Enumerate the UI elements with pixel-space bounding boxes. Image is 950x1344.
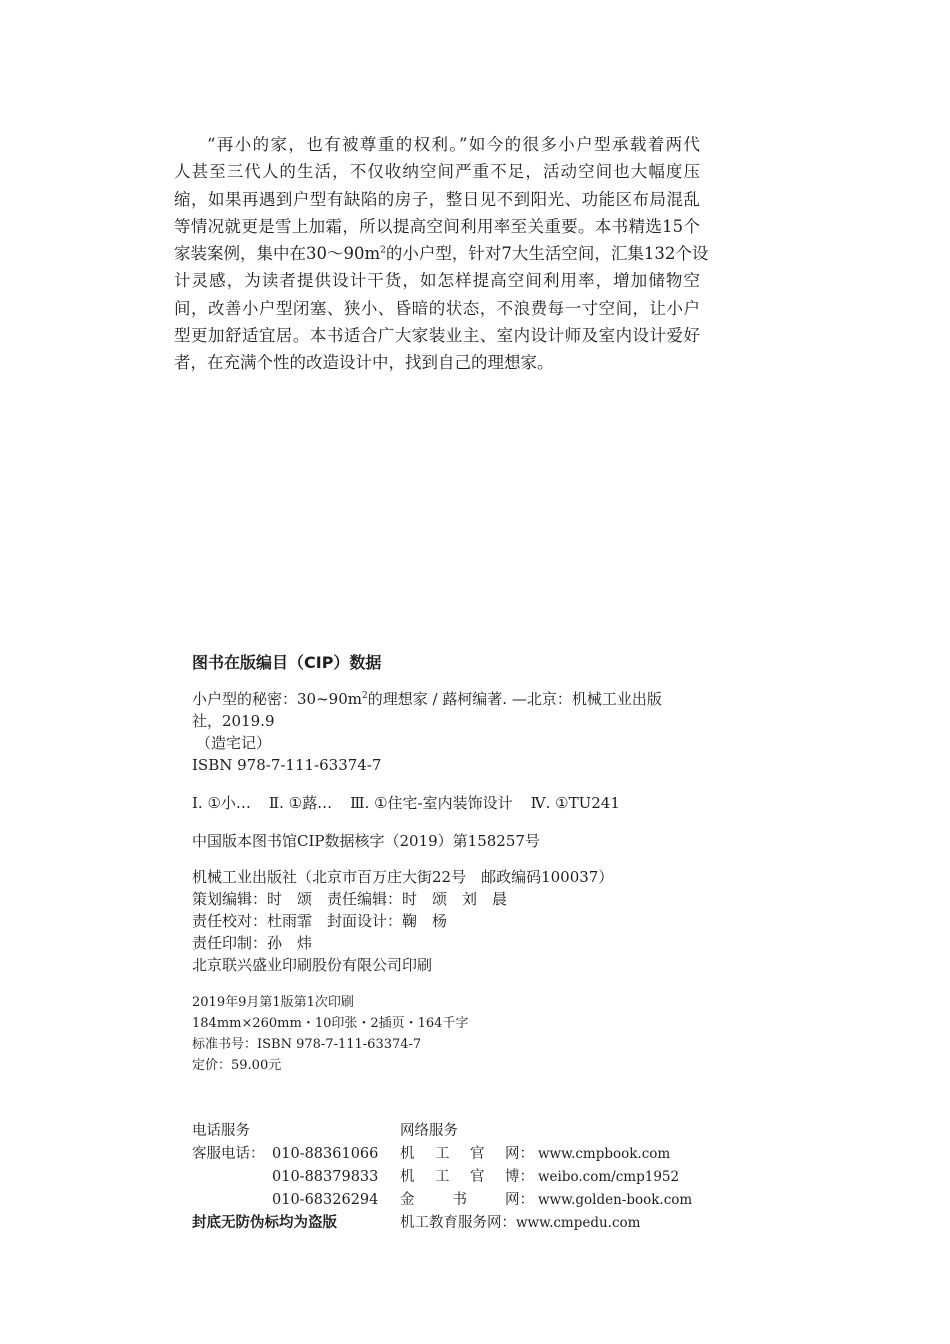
superscript: 2 bbox=[361, 691, 368, 701]
web-service-header: 网络服务 bbox=[400, 1123, 458, 1139]
description-line: 型更加舒适宜居。本书适合广大家装业主、室内设计师及室内设计爱好 bbox=[174, 326, 700, 346]
edu-service-link[interactable]: www.cmpedu.com bbox=[516, 1215, 641, 1231]
description-line: 计灵感，为读者提供设计干货，如怎样提高空间利用率，增加储物空 bbox=[174, 271, 700, 291]
cip-number: 中国版本图书馆CIP数据核字（2019）第158257号 bbox=[192, 832, 540, 850]
description-line: 人甚至三代人的生活，不仅收纳空间严重不足，活动空间也大幅度压 bbox=[174, 162, 700, 182]
cip-book-title bbox=[192, 688, 712, 710]
service-info bbox=[192, 1120, 712, 1235]
cip-title-segment: 的理想家 / 蕗柯编著. —北京：机械工业出版 bbox=[367, 690, 662, 708]
cip-block bbox=[192, 650, 712, 1076]
phone-number: 010-68326294 bbox=[272, 1192, 379, 1208]
customer-phone-label: 客服电话： bbox=[192, 1146, 265, 1162]
proofreading: 责任校对：杜雨霏 封面设计：鞠 杨 bbox=[192, 912, 448, 930]
description-segment: 的小户型，针对7大生活空间，汇集132个设 bbox=[385, 244, 709, 264]
golden-book-link[interactable]: www.golden-book.com bbox=[538, 1192, 693, 1208]
book-description bbox=[174, 131, 709, 377]
book-format: 184mm×260mm・10印张・2插页・164千字 bbox=[192, 1016, 469, 1031]
cip-book-title-cont: 社，2019.9 bbox=[192, 712, 275, 730]
edition-date: 2019年9月第1版第1次印刷 bbox=[192, 995, 354, 1010]
weibo-label: 机 工 官 博： bbox=[400, 1169, 534, 1185]
class-item: Ⅳ. ①TU241 bbox=[530, 794, 620, 812]
description-line: 等情况就更是雪上加霜，所以提高空间利用率至关重要。本书精选15个 bbox=[174, 216, 700, 236]
description-line: “再小的家，也有被尊重的权利。”如今的很多小户型承载着两代 bbox=[207, 135, 700, 154]
cip-isbn: ISBN 978-7-111-63374-7 bbox=[192, 756, 382, 774]
description-line bbox=[174, 240, 709, 267]
price: 定价：59.00元 bbox=[192, 1058, 282, 1073]
class-item: Ⅱ. ①蕗… bbox=[268, 794, 333, 812]
phone-service-header: 电话服务 bbox=[192, 1123, 250, 1139]
description-line: 者，在充满个性的改造设计中，找到自己的理想家。 bbox=[174, 353, 554, 373]
edu-service-label: 机工教育服务网： bbox=[400, 1215, 516, 1231]
golden-book-label: 金 书 网： bbox=[400, 1192, 534, 1208]
cip-title: 图书在版编目（CIP）数据 bbox=[192, 653, 382, 672]
class-item: Ⅰ. ①小… bbox=[192, 794, 251, 812]
web-label: 机 工 官 网： bbox=[400, 1146, 534, 1162]
phone-number: 010-88361066 bbox=[272, 1146, 379, 1162]
weibo-link[interactable]: weibo.com/cmp1952 bbox=[538, 1169, 680, 1185]
printer: 北京联兴盛业印刷股份有限公司印刷 bbox=[192, 956, 433, 974]
description-line: 间，改善小户型闭塞、狭小、昏暗的状态，不浪费每一寸空间，让小户 bbox=[174, 298, 700, 318]
superscript: 2 bbox=[380, 245, 386, 256]
standard-number: 标准书号：ISBN 978-7-111-63374-7 bbox=[192, 1037, 422, 1052]
description-segment: 家装案例，集中在30～90m bbox=[174, 244, 381, 264]
cip-classification bbox=[192, 792, 712, 814]
description-line: 缩，如果再遇到户型有缺陷的房子，整日见不到阳光、功能区布局混乱 bbox=[174, 189, 700, 209]
cip-series: （造宅记） bbox=[196, 734, 272, 752]
phone-number: 010-88379833 bbox=[272, 1169, 379, 1185]
printing-supervisor: 责任印制：孙 炜 bbox=[192, 934, 313, 952]
website-link[interactable]: www.cmpbook.com bbox=[538, 1146, 671, 1162]
cip-title-segment: 小户型的秘密：30~90m bbox=[192, 690, 362, 708]
anti-piracy-notice: 封底无防伪标均为盗版 bbox=[192, 1215, 337, 1231]
publisher-address: 机械工业出版社（北京市百万庄大街22号 邮政编码100037） bbox=[192, 868, 614, 886]
editors: 策划编辑：时 颂 责任编辑：时 颂 刘 晨 bbox=[192, 890, 508, 908]
class-item: Ⅲ. ①住宅-室内装饰设计 bbox=[350, 794, 513, 812]
